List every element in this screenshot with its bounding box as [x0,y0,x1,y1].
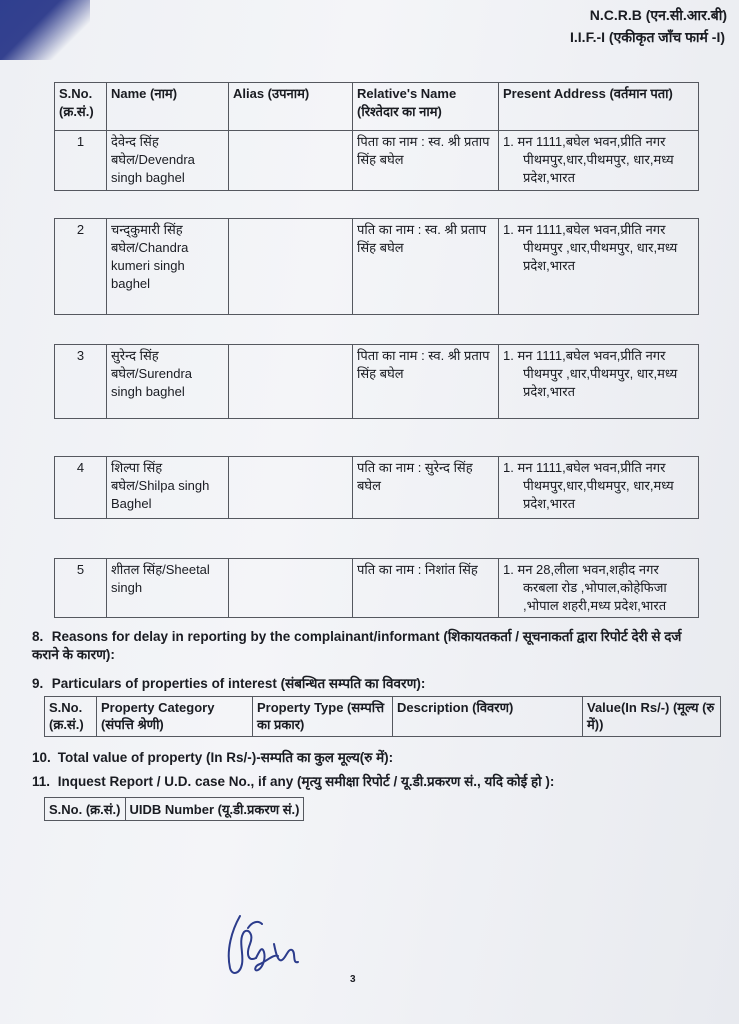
col-alias-header: Alias (उपनाम) [229,83,353,131]
prop-col-description: Description (विवरण) [393,697,583,737]
persons-table-row-4 [54,456,699,519]
row-alias [229,559,353,618]
persons-table-header [54,82,699,191]
row-name: शिल्पा सिंह बघेल/Shilpa singh Baghel [107,457,229,519]
row-name: शीतल सिंह/Sheetal singh [107,559,229,618]
col-name-header: Name (नाम) [107,83,229,131]
row-relative: पिता का नाम : स्व. श्री प्रताप सिंह बघेल [353,345,499,419]
section-8-text: Reasons for delay in reporting by the complainant/informant (शिकायतकर्ता / सूचनाकर्ता द्वारा रिपोर्ट देरी से दर्ज कराने के कारण): [32,629,682,662]
row-address: 1. मन 1111,बघेल भवन,प्रीति नगर पीथमपुर,धार,पीथमपुर, धार,मध्य प्रदेश,भारत [499,131,699,191]
row-name: सुरेन्द सिंह बघेल/Surendra singh baghel [107,345,229,419]
row-relative: पति का नाम : सुरेन्द सिंह बघेल [353,457,499,519]
table-row [55,131,699,191]
col-address-header: Present Address (वर्तमान पता) [499,83,699,131]
persons-table-row-3 [54,344,699,419]
section-11 [32,772,554,790]
row-address: 1. मन 1111,बघेल भवन,प्रीति नगर पीथमपुर ,धार,पीथमपुर, धार,मध्य प्रदेश,भारत [499,219,699,315]
row-sno: 2 [55,219,107,315]
row-relative: पति का नाम : स्व. श्री प्रताप सिंह बघेल [353,219,499,315]
row-name: देवेन्द सिंह बघेल/Devendra singh baghel [107,131,229,191]
section-10 [32,748,393,766]
inquest-table [44,797,304,821]
table-row [55,457,699,519]
row-relative: पति का नाम : निशांत सिंह [353,559,499,618]
row-relative: पिता का नाम : स्व. श्री प्रताप सिंह बघेल [353,131,499,191]
section-9-text: Particulars of properties of interest (संबन्धित सम्पति का विवरण): [51,676,426,691]
section-11-number: 11. [32,774,51,789]
table-row [55,559,699,618]
row-sno: 4 [55,457,107,519]
row-address: 1. मन 28,लीला भवन,शहीद नगर करबला रोड ,भोपाल,कोहेफिजा ,भोपाल शहरी,मध्य प्रदेश,भारत [499,559,699,618]
prop-col-category: Property Category (संपत्ति श्रेणी) [97,697,253,737]
row-sno: 5 [55,559,107,618]
row-address: 1. मन 1111,बघेल भवन,प्रीति नगर पीथमपुर ,धार,पीथमपुर, धार,मध्य प्रदेश,भारत [499,345,699,419]
inquest-col-sno: S.No. (क्र.सं.) [45,798,126,821]
row-alias [229,457,353,519]
section-10-number: 10. [32,750,51,765]
corner-shadow [0,0,90,60]
row-alias [229,345,353,419]
iif-form-header: I.I.F.-I (एकीकृत जाँच फार्म -I) [570,29,725,45]
ncrb-header: N.C.R.B (एन.सी.आर.बी) [589,7,727,23]
row-sno: 3 [55,345,107,419]
col-relative-header: Relative's Name (रिश्तेदार का नाम) [353,83,499,131]
prop-col-value: Value(In Rs/-) (मूल्य (रु में)) [583,697,721,737]
inquest-col-uidb: UIDB Number (यू.डी.प्रकरण सं.) [125,798,304,821]
row-sno: 1 [55,131,107,191]
page-number: 3 [350,974,356,985]
table-row [55,219,699,315]
section-8 [32,628,712,664]
prop-col-sno: S.No. (क्र.सं.) [45,697,97,737]
row-alias [229,131,353,191]
row-address: 1. मन 1111,बघेल भवन,प्रीति नगर पीथमपुर,धार,पीथमपुर, धार,मध्य प्रदेश,भारत [499,457,699,519]
section-11-text: Inquest Report / U.D. case No., if any (मृत्यु समीक्षा रिपोर्ट / यू.डी.प्रकरण सं., यदि कोई हो ): [57,774,555,789]
row-alias [229,219,353,315]
properties-table [44,696,721,737]
section-9-number: 9. [32,676,44,691]
row-name: चन्द्कुमारी सिंह बघेल/Chandra kumeri singh baghel [107,219,229,315]
signature [218,910,308,980]
section-9 [32,674,425,692]
persons-table-row-2 [54,218,699,315]
persons-table-row-5 [54,558,699,618]
prop-col-type: Property Type (सम्पत्ति का प्रकार) [253,697,393,737]
section-8-number: 8. [32,629,44,644]
col-sno-header: S.No. (क्र.सं.) [55,83,107,131]
table-row [55,345,699,419]
section-10-text: Total value of property (In Rs/-)-सम्पति का कुल मूल्य(रु में): [57,750,394,765]
